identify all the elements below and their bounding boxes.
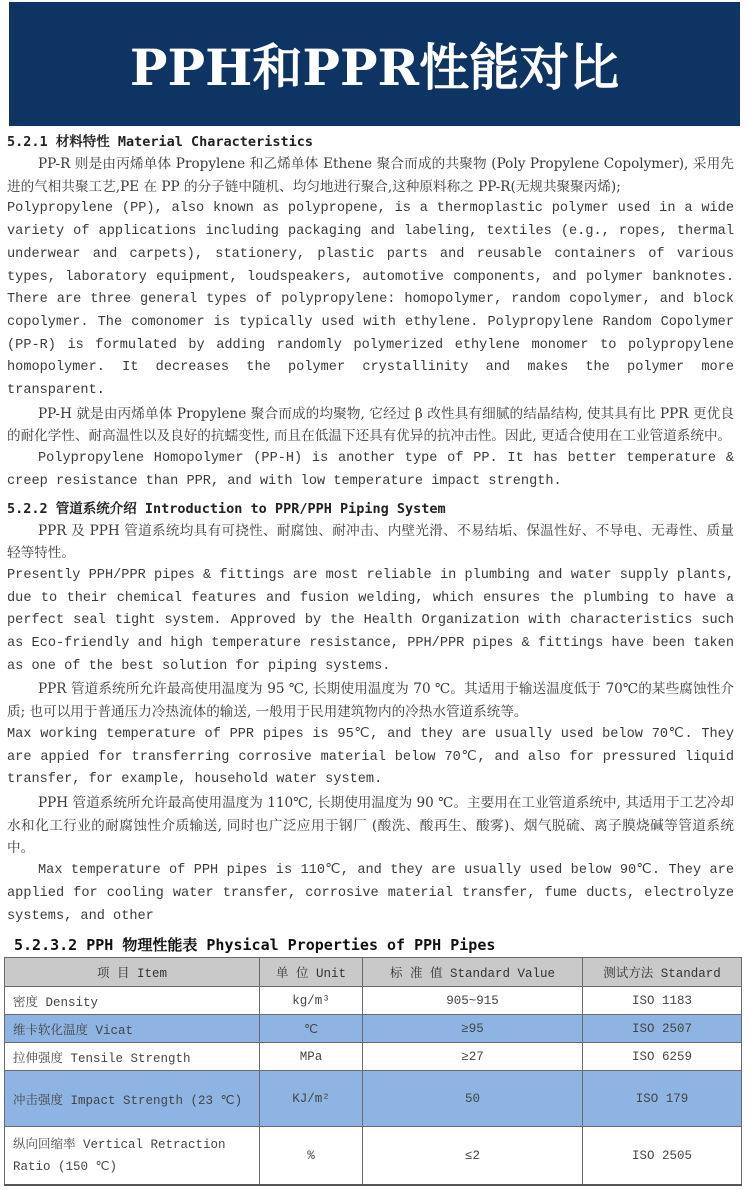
table-title: 5.2.3.2 PPH 物理性能表 Physical Properties of PPH Pipes [14, 936, 496, 955]
cell-standard: ISO 2505 [583, 1127, 742, 1186]
table-row [5, 987, 742, 1015]
table-row [5, 1071, 742, 1127]
paragraph: PPR 及 PPH 管道系统均具有可挠性、耐腐蚀、耐冲击、内壁光滑、不易结垢、保温性好、不导电、无毒性、质量轻等特性。 [7, 522, 734, 562]
cell-standard: ISO 2507 [583, 1015, 742, 1043]
paragraph: Polypropylene Homopolymer (PP-H) is another type of PP. It has better temperature & creep resistance than PPR, and with low temperature impact strength. [7, 451, 734, 489]
paragraph: PP-H 就是由丙烯单体 Propylene 聚合而成的均聚物, 它经过 β 改性具有细腻的结晶结构, 使其具有比 PPR 更优良的耐化学性、耐高温性以及良好的抗蠕变性, 而且在低温下还具有优异的抗冲击性。因此, 更适合使用在工业管道系统中。 [7, 405, 734, 445]
cell-item: 冲击强度 Impact Strength (23 ℃) [5, 1071, 260, 1127]
cell-value: ≥95 [363, 1015, 583, 1043]
table-row [5, 1015, 742, 1043]
cell-unit: KJ/m² [260, 1071, 363, 1127]
column-header-item: 项 目 Item [5, 958, 260, 987]
cell-unit: MPa [260, 1043, 363, 1071]
column-header-unit: 单 位 Unit [260, 958, 363, 987]
paragraph: Max temperature of PPH pipes is 110℃, and they are usually used below 90℃. They are applied for cooling water transfer, corrosive material transfer, fume ducts, electrolyze systems, and other [7, 863, 734, 924]
cell-standard: ISO 1183 [583, 987, 742, 1015]
section-material-characteristics [7, 131, 734, 494]
table-row [5, 1127, 742, 1186]
column-header-standard-value: 标 准 值 Standard Value [363, 958, 583, 987]
cell-unit: ℃ [260, 1015, 363, 1043]
table-row [5, 1043, 742, 1071]
paragraph: Polypropylene (PP), also known as polypropene, is a thermoplastic polymer used in a wide variety of applications including packaging and labeling, textiles (e.g., ropes, thermal underwear and carpets), stationery, plastic parts and reusable containers of various types, laboratory equipment, loudspeakers, automotive components, and polymer banknotes. There are three general types of polypropylene: homopolymer, random copolymer, and block copolymer. The comonomer is typically used with ethylene. Polypropylene Random Copolymer (PP-R) is formulated by adding randomly polymerized ethylene monomer to polypropylene homopolymer. It decreases the polymer crystallinity and makes the polymer more transparent. [7, 201, 734, 399]
properties-table [4, 957, 742, 1186]
cell-standard: ISO 179 [583, 1071, 742, 1127]
section-heading: 5.2.1 材料特性 Material Characteristics [7, 134, 313, 150]
cell-item: 纵向回缩率 Vertical Retraction Ratio (150 ℃) [5, 1127, 260, 1186]
cell-unit: kg/m³ [260, 987, 363, 1015]
title-banner [9, 2, 740, 126]
table-header-row [5, 958, 742, 987]
paragraph: Presently PPH/PPR pipes & fittings are most reliable in plumbing and water supply plants, due to their chemical features and fusion welding, which ensures the plumbing to have a perfect seal tight system. Approved by the Health Organization with characteristics such as Eco-friendly and high temperature resistance, PPH/PPR pipes & fittings have been taken as one of the best solution for piping systems. [7, 567, 734, 674]
paragraph: PPH 管道系统所允许最高使用温度为 110℃, 长期使用温度为 90 ℃。主要用在工业管道系统中, 其适用于工艺冷却水和化工行业的耐腐蚀性介质输送, 同时也广泛应用于钢厂 (酸洗、酸再生、酸雾)、烟气脱硫、离子膜烧碱等管道系统中。 [7, 794, 734, 857]
cell-item: 维卡软化温度 Vicat [5, 1015, 260, 1043]
cell-value: 905~915 [363, 987, 583, 1015]
paragraph: Max working temperature of PPR pipes is 95℃, and they are usually used below 70℃. They are appied for transferring corrosive material below 70℃, and also for pressured liquid transfer, for example, household water system. [7, 726, 734, 788]
paragraph: PPR 管道系统所允许最高使用温度为 95 ℃, 长期使用温度为 70 ℃。其适用于输送温度低于 70℃的某些腐蚀性介质; 也可以用于普通压力冷热流体的输送, 一般用于民用建筑物内的冷热水管道系统等。 [7, 681, 734, 721]
paragraph: PP-R 则是由丙烯单体 Propylene 和乙烯单体 Ethene 聚合而成的共聚物 (Poly Propylene Copolymer), 采用先进的气相共聚工艺,PE 在 PP 的分子链中随机、均匀地进行聚合,这种原料称之 PP-R(无规共聚聚丙烯); [7, 156, 734, 195]
cell-standard: ISO 6259 [583, 1043, 742, 1071]
column-header-test-method: 测试方法 Standard [583, 958, 742, 987]
page-title: PPH和PPR性能对比 [129, 38, 620, 97]
section-heading: 5.2.2 管道系统介绍 Introduction to PPR/PPH Piping System [7, 500, 446, 517]
cell-value: ≥27 [363, 1043, 583, 1071]
section-piping-system [7, 498, 734, 929]
cell-item: 密度 Density [5, 987, 260, 1015]
document-body [7, 131, 734, 928]
cell-item: 拉伸强度 Tensile Strength [5, 1043, 260, 1071]
cell-unit: % [260, 1127, 363, 1186]
cell-value: 50 [363, 1071, 583, 1127]
cell-value: ≤2 [363, 1127, 583, 1186]
